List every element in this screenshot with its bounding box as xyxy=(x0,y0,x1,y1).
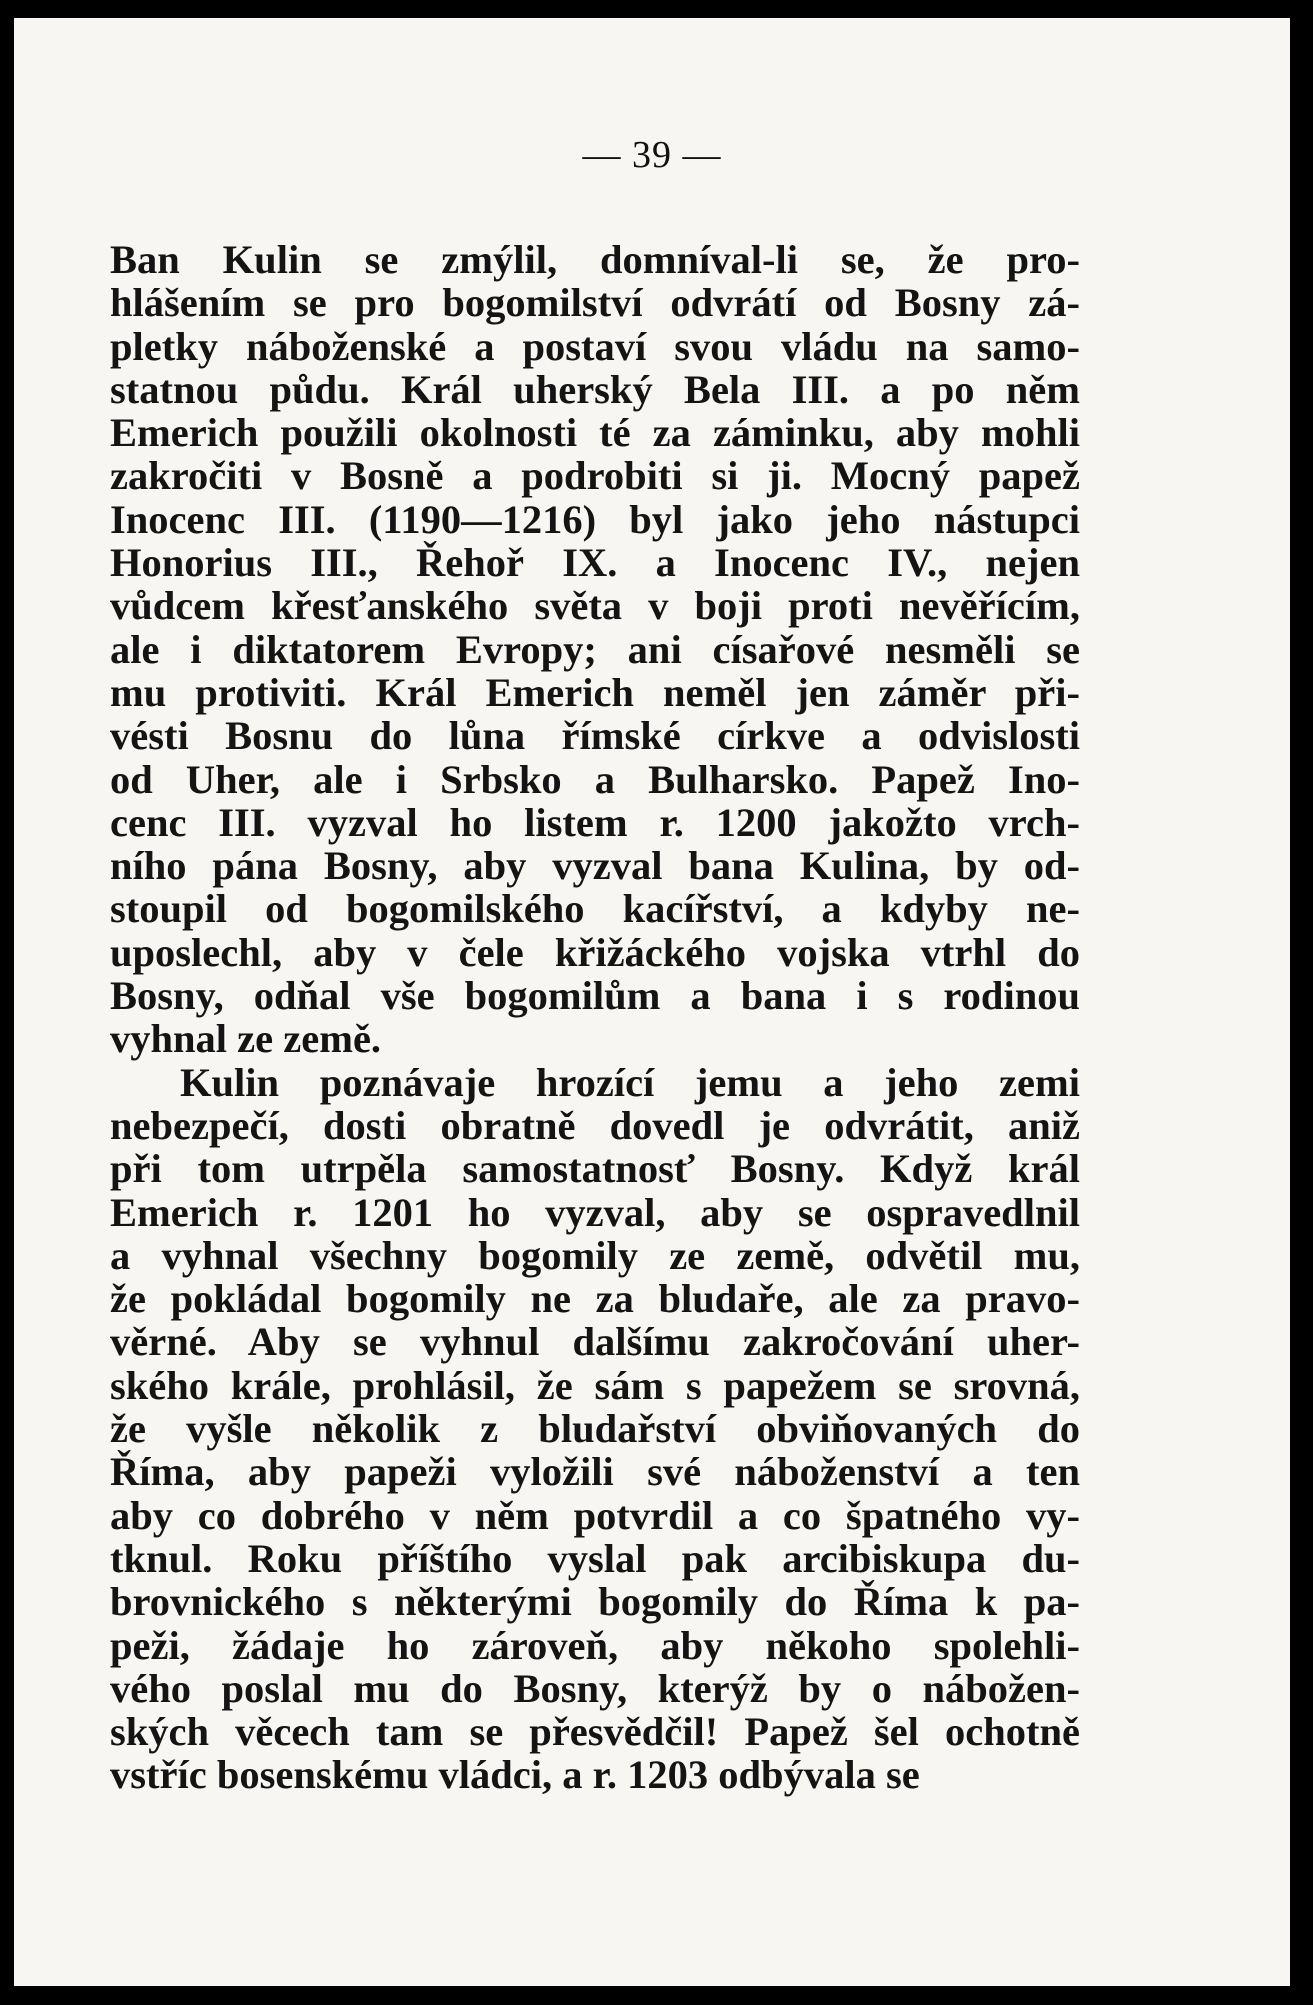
text-line: vyhnal ze země. xyxy=(110,1016,382,1062)
text-line: brovnického s některými bogomily do Říma k pa- xyxy=(110,1579,1080,1625)
text-line: pletky náboženské a postaví svou vládu na samo- xyxy=(110,323,1080,369)
text-line: Emerich použili okolnosti té za záminku, aby mohli xyxy=(110,410,1080,456)
text-line: a vyhnal všechny bogomily ze země, odvětil mu, xyxy=(110,1232,1080,1278)
text-line: Inocenc III. (1190—1216) byl jako jeho nástupci xyxy=(110,496,1080,542)
text-line: stoupil od bogomilského kacířství, a kdyby ne- xyxy=(110,886,1080,932)
text-line: Honorius III., Řehoř IX. a Inocenc IV., nejen xyxy=(110,540,1080,586)
text-line: zakročiti v Bosně a podrobiti si ji. Mocný papež xyxy=(110,453,1080,499)
text-line: uposlechl, aby v čele křižáckého vojska vtrhl do xyxy=(110,929,1080,975)
text-line: Bosny, odňal vše bogomilům a bana i s rodinou xyxy=(110,973,1080,1019)
text-line: že vyšle několik z bludařství obviňovaných do xyxy=(110,1406,1080,1452)
text-line: při tom utrpěla samostatnosť Bosny. Když král xyxy=(110,1146,1080,1192)
text-line: Kulin poznávaje hrozící jemu a jeho zemi xyxy=(180,1059,1080,1105)
text-line: věrné. Aby se vyhnul dalšímu zakročování uher- xyxy=(110,1319,1080,1365)
text-line: Říma, aby papeži vyložili své náboženství a ten xyxy=(110,1449,1080,1495)
body-text xyxy=(110,238,1080,1797)
text-line: od Uher, ale i Srbsko a Bulharsko. Papež Ino- xyxy=(110,756,1080,802)
text-line: ského krále, prohlásil, že sám s papežem se srovná, xyxy=(110,1362,1080,1408)
paragraph-2 xyxy=(110,1061,1080,1797)
page-number: — 39 — xyxy=(582,134,722,176)
paragraph-1 xyxy=(110,238,1080,1061)
text-line: vého poslal mu do Bosny, kterýž by o nábožen- xyxy=(110,1665,1080,1711)
text-line: aby co dobrého v něm potvrdil a co špatného vy- xyxy=(110,1492,1080,1538)
text-line: Emerich r. 1201 ho vyzval, aby se ospravedlnil xyxy=(110,1189,1080,1235)
text-line: ního pána Bosny, aby vyzval bana Kulina, by od- xyxy=(110,843,1080,889)
text-line: nebezpečí, dosti obratně dovedl je odvrátit, aniž xyxy=(110,1102,1080,1148)
text-line: vésti Bosnu do lůna římské církve a odvislosti xyxy=(110,713,1080,759)
text-line: cenc III. vyzval ho listem r. 1200 jakožto vrch- xyxy=(110,799,1080,845)
text-line: že pokládal bogomily ne za bludaře, ale za pravo- xyxy=(110,1276,1080,1322)
text-line: tknul. Roku příštího vyslal pak arcibiskupa du- xyxy=(110,1535,1080,1581)
text-line: peži, žádaje ho zároveň, aby někoho spolehli- xyxy=(110,1622,1080,1668)
text-line: hlášením se pro bogomilství odvrátí od Bosny zá- xyxy=(110,280,1080,326)
text-line: mu protiviti. Král Emerich neměl jen záměr při- xyxy=(110,669,1080,715)
text-line: Ban Kulin se zmýlil, domníval-li se, že pro- xyxy=(110,237,1080,282)
text-line: vůdcem křesťanského světa v boji proti nevěřícím, xyxy=(110,583,1080,629)
text-line: ale i diktatorem Evropy; ani císařové nesměli se xyxy=(110,626,1080,672)
text-line: statnou půdu. Král uherský Bela III. a po něm xyxy=(110,366,1080,412)
text-line: vstříc bosenskému vládci, a r. 1203 odbývala se xyxy=(110,1752,920,1798)
book-page xyxy=(14,18,1290,1986)
text-line: ských věcech tam se přesvědčil! Papež šel ochotně xyxy=(110,1709,1080,1755)
